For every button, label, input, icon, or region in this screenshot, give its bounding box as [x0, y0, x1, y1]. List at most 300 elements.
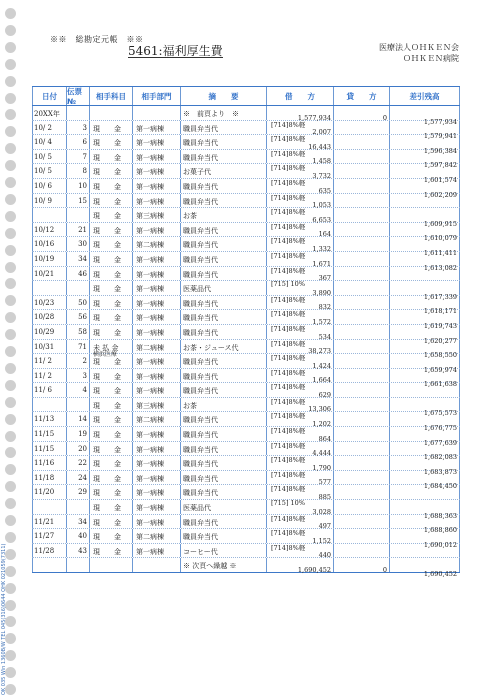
cell-voucher	[67, 369, 90, 383]
binder-hole	[5, 228, 16, 239]
cell-balance	[390, 296, 460, 316]
cell-date	[32, 515, 67, 529]
cell-account	[90, 354, 133, 368]
date-text: 11/13	[34, 415, 55, 424]
binder-hole	[5, 211, 16, 222]
cell-balance	[390, 544, 460, 558]
balance-amount: 1,618,171	[423, 307, 457, 316]
voucher-number: 4	[82, 386, 87, 395]
cell-date	[32, 500, 67, 514]
date-text: 10/ 4	[34, 138, 52, 147]
tax-code: [714]8%軽	[271, 368, 306, 377]
tax-code: [714]8%軽	[271, 529, 306, 538]
ledger-header-row	[32, 86, 460, 106]
cell-date	[32, 296, 67, 310]
ledger-row	[32, 339, 460, 360]
cell-balance	[390, 529, 460, 549]
cell-date	[32, 194, 67, 208]
cell-account	[90, 456, 133, 470]
dept-text: 第一病棟	[136, 358, 164, 367]
dept-text: 第三病棟	[136, 212, 164, 221]
cell-debit	[267, 267, 334, 281]
cell-account	[90, 281, 133, 295]
cell-voucher	[67, 529, 90, 543]
cell-balance	[390, 398, 460, 418]
company-line-1: 医療法人ＯＨＫＥＮ会	[379, 43, 459, 52]
cell-voucher	[67, 237, 90, 251]
cell-credit	[334, 252, 390, 266]
cell-dept	[133, 281, 181, 295]
cell-credit	[334, 471, 390, 485]
voucher-number: 6	[82, 138, 87, 147]
account-text: 現 金	[93, 431, 121, 440]
cell-voucher	[67, 354, 90, 368]
cell-debit	[267, 281, 334, 295]
voucher-number: 15	[78, 196, 87, 205]
balance-amount: 1,620,277	[423, 336, 457, 345]
tax-code: [714]8%軽	[271, 310, 306, 319]
cell-credit	[334, 500, 390, 514]
debit-amount: 440	[318, 551, 331, 560]
cell-date	[32, 456, 67, 470]
tax-code: [714]8%軽	[271, 135, 306, 144]
cell-date	[32, 179, 67, 193]
credit-amount: 0	[382, 566, 387, 574]
debit-amount: 497	[318, 522, 331, 531]
account-text: 現 金	[93, 255, 121, 264]
cell-debit	[267, 106, 334, 120]
cell-balance	[390, 485, 460, 499]
debit-amount: 1,690,452	[297, 566, 331, 574]
account-text: 現 金	[93, 212, 121, 221]
date-text: 11/18	[34, 473, 55, 482]
tax-code: [714]8%軽	[271, 354, 306, 363]
debit-amount: 864	[318, 434, 331, 443]
cell-date	[32, 340, 67, 354]
cell-balance	[390, 427, 460, 447]
ledger-row	[32, 164, 460, 184]
ledger-row	[32, 441, 460, 462]
col-header-desc: 摘 要	[181, 87, 267, 105]
cell-date	[32, 208, 67, 222]
date-text: 10/ 5	[34, 152, 52, 161]
balance-amount: 1,579,941	[423, 132, 457, 141]
date-text: 10/19	[34, 254, 55, 263]
ledger-row	[32, 529, 460, 549]
tax-code: [714]8%軽	[271, 266, 306, 275]
cell-debit	[267, 150, 334, 164]
balance-amount: 1,601,574	[423, 175, 457, 184]
tax-code: [714]8%軽	[271, 543, 306, 552]
cell-debit	[267, 515, 334, 529]
cell-account	[90, 208, 133, 222]
cell-voucher	[67, 456, 90, 470]
cell-dept	[133, 558, 181, 572]
account-text: 現 金	[93, 372, 121, 381]
cell-debit	[267, 471, 334, 485]
cell-dept	[133, 164, 181, 178]
cell-voucher	[67, 558, 90, 572]
tax-code: [714]8%軽	[271, 237, 306, 246]
dept-text: 第一病棟	[136, 285, 164, 294]
desc-text: 職員弁当代	[183, 489, 218, 498]
cell-desc	[181, 208, 267, 222]
dept-text: 第一病棟	[136, 489, 164, 498]
tax-code: [714]8%軽	[271, 120, 306, 129]
cell-dept	[133, 427, 181, 441]
date-text: 10/29	[34, 327, 55, 336]
cell-voucher	[67, 398, 90, 412]
voucher-number: 10	[78, 181, 87, 190]
debit-amount: 1,671	[312, 259, 331, 268]
cell-debit	[267, 296, 334, 310]
dept-text: 第二病棟	[136, 416, 164, 425]
cell-date	[32, 485, 67, 499]
cell-date	[32, 471, 67, 485]
desc-text: 職員弁当代	[183, 387, 218, 396]
cell-dept	[133, 310, 181, 324]
voucher-number: 19	[78, 430, 87, 439]
tax-code: [714]8%軽	[271, 178, 306, 187]
cell-dept	[133, 252, 181, 266]
dept-text: 第一病棟	[136, 153, 164, 162]
cell-account	[90, 237, 133, 251]
desc-text: ※ 次頁へ繰越 ※	[183, 562, 237, 571]
voucher-number: 43	[78, 546, 87, 555]
cell-desc	[181, 281, 267, 295]
voucher-number: 2	[82, 357, 87, 366]
dept-text: 第一病棟	[136, 139, 164, 148]
debit-amount: 6,653	[312, 215, 331, 224]
date-text: 10/ 6	[34, 181, 52, 190]
binder-hole	[5, 363, 16, 374]
cell-account	[90, 325, 133, 339]
cell-voucher	[67, 208, 90, 222]
desc-text: 職員弁当代	[183, 299, 218, 308]
ledger-row	[32, 514, 460, 535]
debit-amount: 1,458	[312, 157, 331, 166]
dept-text: 第一病棟	[136, 387, 164, 396]
dept-text: 第一病棟	[136, 299, 164, 308]
cell-dept	[133, 267, 181, 281]
cell-debit	[267, 485, 334, 502]
account-text: 現 金	[93, 285, 121, 294]
ledger-table	[32, 86, 460, 578]
desc-text: 職員弁当代	[183, 474, 218, 483]
cell-balance	[390, 383, 460, 397]
binder-hole	[5, 312, 16, 323]
cell-voucher	[67, 252, 90, 266]
date-text: 20XX年	[34, 110, 60, 118]
debit-amount: 534	[318, 332, 331, 341]
cell-credit	[334, 135, 390, 149]
cell-debit	[267, 427, 334, 441]
cell-balance	[390, 237, 460, 257]
ledger-row	[32, 267, 460, 282]
cell-desc	[181, 121, 267, 135]
desc-text: お茶・ジュース代	[183, 343, 239, 352]
col-header-balance: 差引残高	[390, 87, 460, 105]
debit-amount: 577	[318, 478, 331, 487]
cell-credit	[334, 267, 390, 281]
cell-dept	[133, 485, 181, 499]
cell-credit	[334, 544, 390, 558]
cell-account	[90, 412, 133, 426]
cell-credit	[334, 208, 390, 222]
tax-code: [715] 10%	[271, 280, 305, 289]
credit-amount: 0	[382, 113, 387, 122]
balance-amount: 1,613,082	[423, 263, 457, 272]
balance-amount: 1,597,842	[423, 161, 457, 170]
cell-desc	[181, 369, 267, 383]
binder-hole	[5, 93, 16, 104]
tax-code: [714]8%軽	[271, 295, 306, 304]
cell-desc	[181, 135, 267, 149]
cell-desc	[181, 427, 267, 441]
cell-account	[90, 194, 133, 208]
voucher-number: 24	[78, 473, 87, 482]
cell-voucher	[67, 500, 90, 514]
desc-text: 職員弁当代	[183, 460, 218, 469]
ledger-row	[32, 324, 460, 345]
account-text: 現 金	[93, 547, 121, 556]
cell-credit	[334, 340, 390, 354]
account-text: 現 金	[93, 387, 121, 396]
tax-code: [714]8%軽	[271, 324, 306, 333]
cell-balance	[390, 252, 460, 272]
ledger-row	[32, 456, 460, 476]
binder-hole	[5, 431, 16, 442]
tax-code: [714]8%軽	[271, 222, 306, 231]
dept-text: 第一病棟	[136, 255, 164, 264]
balance-amount: 1,611,411	[423, 248, 457, 257]
cell-balance	[390, 369, 460, 389]
ledger-row	[32, 354, 460, 374]
side-print-code: OK 035 Win 1360B/W TEL 045(316)0644 OHK 021059(7311)	[1, 543, 7, 695]
desc-text: お菓子代	[183, 168, 211, 177]
cell-debit	[267, 500, 334, 514]
debit-amount: 1,664	[312, 376, 331, 385]
binder-hole	[5, 498, 16, 509]
cell-balance	[390, 267, 460, 281]
desc-text: 職員弁当代	[183, 270, 218, 279]
dept-text: 第一病棟	[136, 445, 164, 454]
cell-voucher	[67, 515, 90, 529]
account-text: 現 金	[93, 445, 121, 454]
desc-text: 職員弁当代	[183, 139, 218, 148]
balance-amount: 1,684,450	[423, 482, 457, 491]
dept-text: 第一病棟	[136, 168, 164, 177]
balance-amount: 1,619,743	[423, 321, 457, 330]
ledger-row	[32, 120, 460, 141]
account-text: 現 金	[93, 504, 121, 513]
binder-hole	[5, 262, 16, 273]
balance-amount: 1,682,083	[423, 453, 457, 462]
date-text: 10/ 9	[34, 196, 52, 205]
cell-debit	[267, 121, 334, 135]
cell-dept	[133, 500, 181, 514]
cell-debit	[267, 340, 334, 354]
cell-voucher	[67, 135, 90, 149]
cell-account	[90, 515, 133, 529]
company-name	[379, 42, 459, 64]
desc-text: 職員弁当代	[183, 314, 218, 323]
account-text: 現 金	[93, 299, 121, 308]
cell-date	[32, 281, 67, 295]
binder-hole	[5, 295, 16, 306]
cell-desc	[181, 179, 267, 193]
cell-desc	[181, 310, 267, 324]
binder-hole	[5, 160, 16, 171]
cell-account	[90, 179, 133, 193]
voucher-number: 3	[82, 371, 87, 380]
dept-text: 第一病棟	[136, 372, 164, 381]
cell-date	[32, 106, 67, 120]
cell-credit	[334, 310, 390, 324]
voucher-number: 56	[78, 313, 87, 322]
voucher-number: 7	[82, 152, 87, 161]
binder-hole	[5, 76, 16, 87]
date-text: 11/21	[34, 517, 55, 526]
debit-amount: 4,444	[312, 449, 331, 458]
ledger-row	[32, 485, 460, 500]
binder-hole	[5, 414, 16, 425]
account-text: 現 金	[93, 139, 121, 148]
cell-voucher	[67, 325, 90, 339]
cell-date	[32, 223, 67, 237]
cell-desc	[181, 471, 267, 485]
cell-debit	[267, 135, 334, 149]
cell-account	[90, 558, 133, 572]
cell-account	[90, 544, 133, 558]
date-text: 11/ 2	[34, 371, 52, 380]
cell-date	[32, 544, 67, 558]
cell-balance	[390, 208, 460, 228]
dept-text: 第一病棟	[136, 547, 164, 556]
cell-account	[90, 310, 133, 324]
binder-hole	[5, 42, 16, 53]
cell-account	[90, 442, 133, 456]
account-title: 5461:福利厚生費	[128, 44, 223, 58]
cell-debit	[267, 529, 334, 543]
tax-code: [714]8%軽	[271, 251, 306, 260]
cell-desc	[181, 106, 267, 120]
cell-dept	[133, 456, 181, 470]
balance-amount: 1,659,974	[423, 365, 457, 374]
cell-dept	[133, 135, 181, 149]
cell-date	[32, 354, 67, 368]
cell-dept	[133, 106, 181, 120]
binder-hole	[5, 25, 16, 36]
cell-desc	[181, 398, 267, 412]
debit-amount: 1,152	[312, 536, 331, 545]
binder-hole	[5, 380, 16, 391]
dept-text: 第一病棟	[136, 314, 164, 323]
voucher-number: 50	[78, 298, 87, 307]
desc-text: お茶	[183, 401, 197, 410]
debit-amount: 629	[318, 390, 331, 399]
cell-balance	[390, 471, 460, 491]
debit-amount: 1,053	[312, 201, 331, 210]
balance-amount: 1,690,452	[423, 570, 457, 578]
cell-dept	[133, 412, 181, 426]
date-text: 11/27	[34, 532, 55, 541]
cell-date	[32, 529, 67, 543]
date-text: 10/21	[34, 269, 55, 278]
book-type-label: ※※ 総勘定元帳 ※※	[50, 35, 144, 44]
debit-amount: 1,202	[312, 420, 331, 429]
col-header-credit: 貸 方	[334, 87, 390, 105]
ledger-row	[32, 558, 460, 578]
cell-dept	[133, 471, 181, 485]
cell-date	[32, 267, 67, 281]
ledger-row	[32, 208, 460, 228]
col-header-date: 日付	[32, 87, 67, 105]
dept-text: 第一病棟	[136, 226, 164, 235]
cell-account	[90, 485, 133, 499]
cell-debit	[267, 398, 334, 412]
ledger-row	[32, 194, 460, 209]
cell-desc	[181, 412, 267, 426]
ledger-row	[32, 470, 460, 491]
tax-code: [714]8%軽	[271, 514, 306, 523]
cell-date	[32, 252, 67, 266]
cell-balance	[390, 500, 460, 520]
cell-balance	[390, 179, 460, 199]
cell-balance	[390, 194, 460, 208]
desc-text: 職員弁当代	[183, 445, 218, 454]
cell-voucher	[67, 383, 90, 397]
date-text: 10/16	[34, 240, 55, 249]
cell-date	[32, 237, 67, 251]
cell-credit	[334, 369, 390, 383]
date-text: 10/28	[34, 313, 55, 322]
desc-text: お茶	[183, 212, 197, 221]
ledger-row	[32, 237, 460, 257]
debit-amount: 367	[318, 274, 331, 283]
cell-credit	[334, 281, 390, 295]
cell-voucher	[67, 471, 90, 485]
desc-text: 職員弁当代	[183, 533, 218, 542]
account-text: 現 金	[93, 489, 121, 498]
cell-desc	[181, 529, 267, 543]
cell-account	[90, 135, 133, 149]
tax-code: [714]8%軽	[271, 485, 306, 494]
account-text: 未 払 金	[93, 343, 119, 352]
tax-code: [714]8%軽	[271, 339, 306, 348]
cell-balance	[390, 412, 460, 433]
ledger-row	[32, 397, 460, 418]
desc-text: 職員弁当代	[183, 358, 218, 367]
cell-dept	[133, 179, 181, 193]
tax-code: [714]8%軽	[271, 149, 306, 158]
cell-voucher	[67, 427, 90, 441]
cell-credit	[334, 179, 390, 193]
cell-account	[90, 340, 133, 358]
cell-desc	[181, 383, 267, 397]
tax-code: [715] 10%	[271, 499, 305, 508]
cell-credit	[334, 223, 390, 237]
cell-voucher	[67, 164, 90, 178]
desc-text: 職員弁当代	[183, 518, 218, 527]
cell-balance	[390, 558, 460, 578]
date-text: 10/ 2	[34, 123, 52, 132]
tax-code: [714]8%軽	[271, 412, 306, 421]
ledger-row	[32, 383, 460, 398]
balance-amount: 1,596,384	[423, 146, 457, 155]
cell-debit	[267, 237, 334, 251]
ledger-row	[32, 295, 460, 316]
